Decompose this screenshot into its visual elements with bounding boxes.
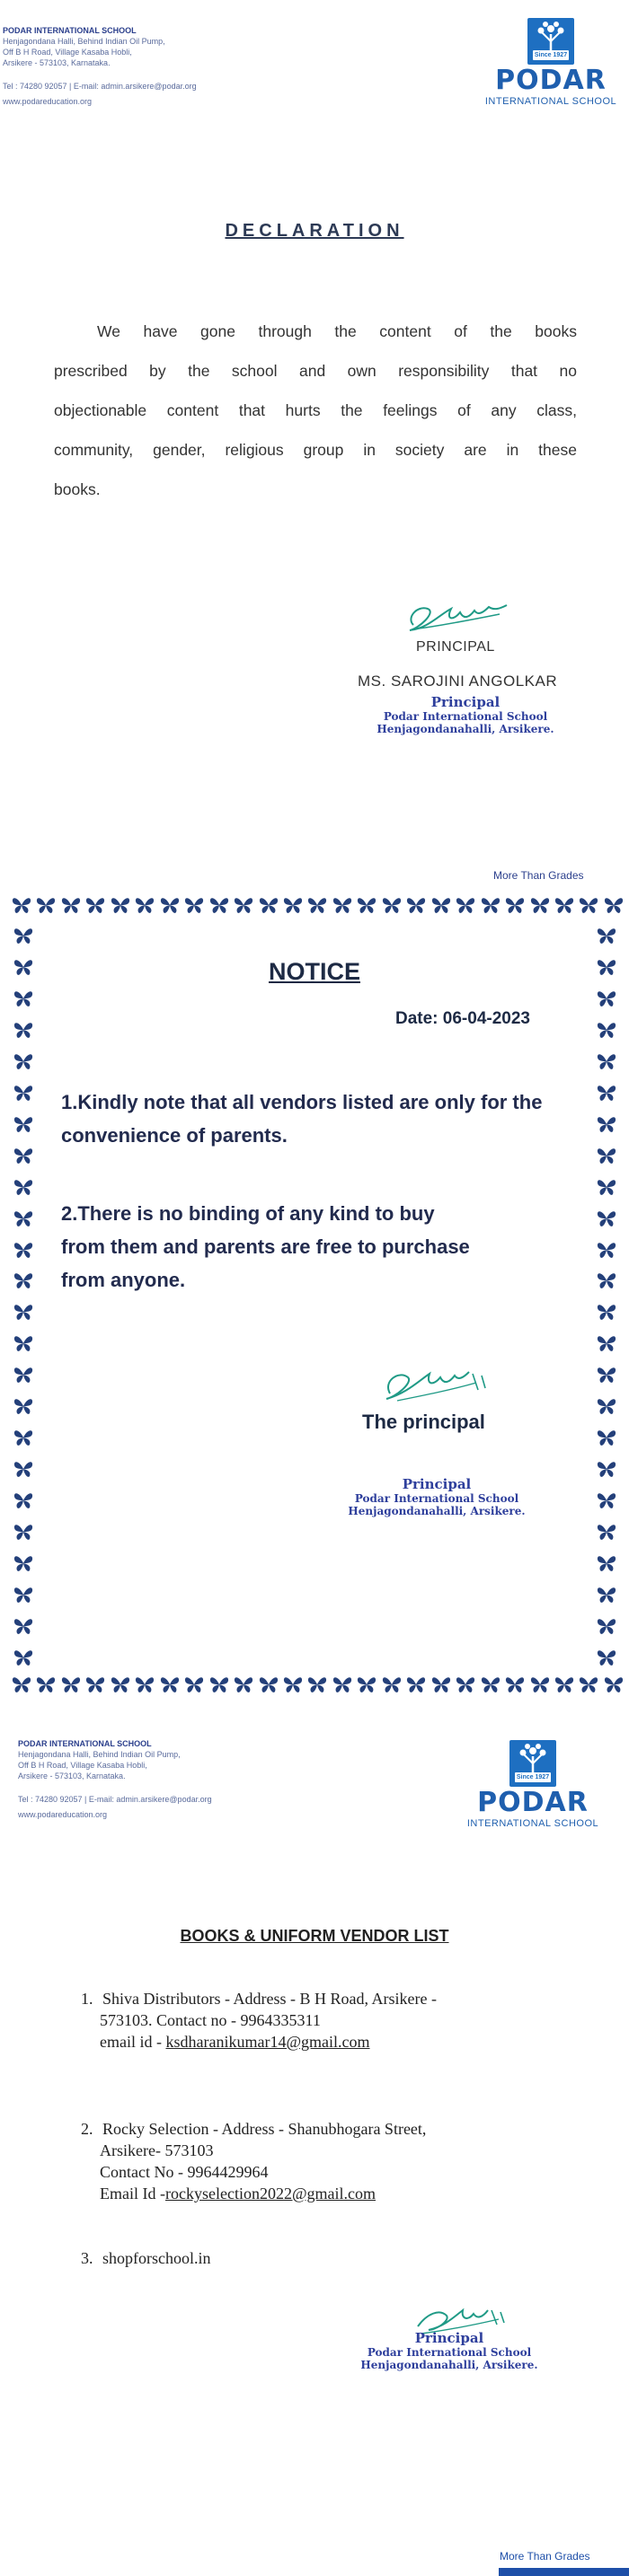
vendor-list-title: BOOKS & UNIFORM VENDOR LIST bbox=[180, 1927, 449, 1945]
butterfly-icon bbox=[596, 1365, 623, 1388]
butterfly-icon bbox=[430, 1675, 452, 1698]
butterfly-icon bbox=[596, 1270, 623, 1294]
butterfly-icon bbox=[504, 1675, 526, 1698]
logo-subtitle: INTERNATIONAL SCHOOL bbox=[484, 96, 617, 107]
notice-frame bbox=[11, 895, 625, 1700]
notice-title: NOTICE bbox=[268, 958, 360, 985]
butterfly-icon bbox=[554, 1675, 575, 1698]
butterfly-icon bbox=[504, 895, 526, 919]
butterfly-icon bbox=[11, 895, 32, 919]
vendor-email-link[interactable]: ksdharanikumar14@gmail.com bbox=[165, 2033, 370, 2051]
butterfly-border-top bbox=[11, 895, 625, 919]
butterfly-icon bbox=[596, 1240, 623, 1263]
butterfly-icon bbox=[306, 895, 328, 919]
email-label: email id - bbox=[100, 2033, 166, 2051]
stamp-line: Principal bbox=[402, 1476, 472, 1492]
butterfly-icon bbox=[13, 1020, 40, 1043]
butterfly-icon bbox=[233, 895, 254, 919]
butterfly-icon bbox=[183, 895, 205, 919]
butterfly-icon bbox=[596, 1333, 623, 1357]
butterfly-icon bbox=[596, 1177, 623, 1200]
vendor-website-link[interactable]: shopforschool.in bbox=[102, 2249, 211, 2267]
vendor-item bbox=[81, 2247, 548, 2269]
butterfly-icon bbox=[381, 1675, 403, 1698]
logo-subtitle: INTERNATIONAL SCHOOL bbox=[466, 1818, 599, 1829]
butterfly-icon bbox=[13, 1585, 40, 1608]
butterfly-icon bbox=[332, 1675, 353, 1698]
butterfly-icon bbox=[596, 1585, 623, 1608]
butterfly-icon bbox=[13, 1177, 40, 1200]
principal-stamp bbox=[358, 694, 573, 735]
butterfly-icon bbox=[13, 1522, 40, 1545]
vendor-line: Shiva Distributors - Address - B H Road, Arsikere - bbox=[102, 1990, 437, 2008]
butterfly-icon bbox=[13, 1428, 40, 1451]
butterfly-icon bbox=[603, 1675, 625, 1698]
notice-point: 1.Kindly note that all vendors listed are only for the convenience of parents. bbox=[61, 1091, 543, 1147]
butterfly-icon bbox=[13, 1333, 40, 1357]
vendor-email-line bbox=[81, 2031, 548, 2053]
stamp-line: Henjagondanahalli, Arsikere. bbox=[348, 1505, 526, 1517]
butterfly-icon bbox=[596, 1114, 623, 1138]
vendor-item bbox=[81, 1988, 548, 2053]
declaration-body bbox=[54, 312, 577, 509]
butterfly-icon bbox=[282, 1675, 304, 1698]
butterfly-icon bbox=[596, 1396, 623, 1420]
contact-info: Tel : 74280 92057 | E-mail: admin.arsikere@podar.org bbox=[3, 82, 197, 91]
butterfly-icon bbox=[13, 1302, 40, 1325]
vendor-stamp bbox=[341, 2330, 557, 2371]
stamp-line: Principal bbox=[430, 694, 501, 710]
butterfly-icon bbox=[578, 895, 599, 919]
declaration-line: We have gone through the content of the books bbox=[97, 322, 577, 340]
butterfly-icon bbox=[596, 989, 623, 1012]
butterfly-icon bbox=[13, 1490, 40, 1514]
butterfly-icon bbox=[13, 1083, 40, 1106]
butterfly-icon bbox=[13, 989, 40, 1012]
stamp-line: Podar International School bbox=[383, 710, 548, 723]
notice-signoff: The principal bbox=[362, 1411, 485, 1433]
tree-logo-icon bbox=[509, 1740, 556, 1787]
notice-point: 2.There is no binding of any kind to buy from them and parents are free to purchase from anyone. bbox=[61, 1202, 470, 1291]
butterfly-icon bbox=[258, 1675, 279, 1698]
butterfly-icon bbox=[596, 1209, 623, 1232]
website: www.podareducation.org bbox=[18, 1810, 108, 1819]
podar-logo bbox=[461, 1740, 605, 1829]
butterfly-icon bbox=[596, 1522, 623, 1545]
stamp-line: Principal bbox=[414, 2330, 484, 2346]
butterfly-icon bbox=[405, 895, 427, 919]
butterfly-icon bbox=[455, 895, 476, 919]
butterfly-icon bbox=[596, 1553, 623, 1577]
butterfly-icon bbox=[13, 1648, 40, 1671]
website: www.podareducation.org bbox=[3, 97, 93, 106]
logo-wordmark: PODAR bbox=[477, 1787, 589, 1818]
address-line: Off B H Road, Village Kasaba Hobli, bbox=[3, 48, 132, 57]
logo-wordmark: PODAR bbox=[495, 65, 607, 96]
butterfly-icon bbox=[356, 1675, 377, 1698]
notice-stamp bbox=[329, 1476, 545, 1517]
tree-logo-icon bbox=[527, 18, 574, 65]
notice-signature-icon bbox=[376, 1354, 501, 1408]
principal-label: PRINCIPAL bbox=[416, 639, 495, 655]
vendor-email-line bbox=[81, 2183, 548, 2204]
since-badge: Since 1927 bbox=[516, 1774, 550, 1780]
vendor-email-link[interactable]: rockyselection2022@gmail.com bbox=[164, 2185, 377, 2202]
butterfly-icon bbox=[233, 1675, 254, 1698]
butterfly-icon bbox=[13, 1459, 40, 1482]
butterfly-icon bbox=[13, 1616, 40, 1640]
butterfly-icon bbox=[596, 1616, 623, 1640]
butterfly-icon bbox=[306, 1675, 328, 1698]
butterfly-icon bbox=[183, 1675, 205, 1698]
butterfly-icon bbox=[480, 1675, 501, 1698]
butterfly-icon bbox=[134, 1675, 155, 1698]
vendor-number: 2. bbox=[81, 2120, 93, 2138]
contact-info: Tel : 74280 92057 | E-mail: admin.arsikere@podar.org bbox=[18, 1795, 212, 1804]
stamp-line: Henjagondanahalli, Arsikere. bbox=[360, 2359, 538, 2371]
tagline: More Than Grades bbox=[493, 869, 584, 882]
butterfly-icon bbox=[13, 1553, 40, 1577]
butterfly-border-right bbox=[596, 926, 623, 1671]
school-address-block bbox=[3, 25, 227, 107]
stamp-line: Podar International School bbox=[367, 2346, 532, 2359]
since-badge: Since 1927 bbox=[534, 52, 568, 58]
declaration-title: DECLARATION bbox=[225, 221, 404, 241]
address-line: Henjagondana Halli, Behind Indian Oil Pump, bbox=[3, 37, 165, 46]
butterfly-icon bbox=[596, 1459, 623, 1482]
address-line: Henjagondana Halli, Behind Indian Oil Pump, bbox=[18, 1750, 181, 1759]
butterfly-icon bbox=[13, 1209, 40, 1232]
principal-signature-icon bbox=[401, 593, 518, 637]
declaration-line: objectionable content that hurts the feelings of any class, bbox=[54, 401, 577, 419]
butterfly-icon bbox=[11, 1675, 32, 1698]
butterfly-icon bbox=[13, 1240, 40, 1263]
vendor-line: 573103. Contact no - 9964335311 bbox=[100, 2011, 321, 2029]
butterfly-icon bbox=[60, 1675, 82, 1698]
butterfly-icon bbox=[60, 895, 82, 919]
vendor-line: Contact No - 9964429964 bbox=[100, 2163, 269, 2181]
butterfly-icon bbox=[13, 1396, 40, 1420]
butterfly-icon bbox=[596, 1051, 623, 1075]
vendor-number: 1. bbox=[81, 1990, 93, 2008]
principal-name: MS. SAROJINI ANGOLKAR bbox=[358, 673, 558, 690]
butterfly-icon bbox=[110, 1675, 131, 1698]
butterfly-icon bbox=[258, 895, 279, 919]
vendor-line: Rocky Selection - Address - Shanubhogara Street, bbox=[102, 2120, 427, 2138]
school-address-block bbox=[18, 1738, 243, 1820]
butterfly-icon bbox=[430, 895, 452, 919]
butterfly-icon bbox=[603, 895, 625, 919]
vendor-line: Arsikere- 573103 bbox=[100, 2141, 214, 2159]
butterfly-icon bbox=[596, 1490, 623, 1514]
podar-logo bbox=[479, 18, 623, 107]
butterfly-icon bbox=[381, 895, 403, 919]
butterfly-icon bbox=[13, 1365, 40, 1388]
butterfly-icon bbox=[356, 895, 377, 919]
butterfly-icon bbox=[596, 1428, 623, 1451]
address-line: Off B H Road, Village Kasaba Hobli, bbox=[18, 1761, 147, 1770]
declaration-line: community, gender, religious group in society are in these bbox=[54, 441, 577, 459]
school-name: PODAR INTERNATIONAL SCHOOL bbox=[3, 26, 137, 35]
declaration-line: books. bbox=[54, 480, 101, 498]
butterfly-icon bbox=[13, 926, 40, 949]
butterfly-icon bbox=[596, 1146, 623, 1169]
butterfly-icon bbox=[578, 1675, 599, 1698]
notice-date: Date: 06-04-2023 bbox=[395, 1009, 530, 1028]
butterfly-border-left bbox=[13, 926, 40, 1671]
butterfly-icon bbox=[596, 1648, 623, 1671]
butterfly-icon bbox=[596, 926, 623, 949]
vendor-number: 3. bbox=[81, 2249, 93, 2267]
butterfly-icon bbox=[405, 1675, 427, 1698]
school-name: PODAR INTERNATIONAL SCHOOL bbox=[18, 1739, 152, 1748]
butterfly-icon bbox=[455, 1675, 476, 1698]
butterfly-icon bbox=[208, 1675, 230, 1698]
butterfly-icon bbox=[13, 1270, 40, 1294]
email-label: Email Id - bbox=[100, 2185, 165, 2202]
tagline: More Than Grades bbox=[500, 2550, 590, 2563]
butterfly-icon bbox=[35, 1675, 57, 1698]
butterfly-icon bbox=[480, 895, 501, 919]
butterfly-icon bbox=[529, 895, 551, 919]
vendor-item bbox=[81, 2118, 548, 2204]
butterfly-icon bbox=[159, 1675, 181, 1698]
butterfly-border-bottom bbox=[11, 1675, 625, 1698]
butterfly-icon bbox=[159, 895, 181, 919]
declaration-line: prescribed by the school and own responsibility that no bbox=[54, 362, 577, 380]
butterfly-icon bbox=[596, 1083, 623, 1106]
butterfly-icon bbox=[596, 1302, 623, 1325]
butterfly-icon bbox=[13, 1114, 40, 1138]
butterfly-icon bbox=[208, 895, 230, 919]
butterfly-icon bbox=[134, 895, 155, 919]
butterfly-icon bbox=[35, 895, 57, 919]
butterfly-icon bbox=[13, 1146, 40, 1169]
butterfly-icon bbox=[529, 1675, 551, 1698]
butterfly-icon bbox=[84, 1675, 106, 1698]
butterfly-icon bbox=[110, 895, 131, 919]
address-line: Arsikere - 573103, Karnataka. bbox=[3, 58, 111, 67]
address-line: Arsikere - 573103, Karnataka. bbox=[18, 1772, 126, 1780]
footer-bar bbox=[499, 2568, 629, 2576]
butterfly-icon bbox=[282, 895, 304, 919]
butterfly-icon bbox=[596, 1020, 623, 1043]
butterfly-icon bbox=[554, 895, 575, 919]
stamp-line: Henjagondanahalli, Arsikere. bbox=[377, 723, 554, 735]
butterfly-icon bbox=[84, 895, 106, 919]
butterfly-icon bbox=[332, 895, 353, 919]
butterfly-icon bbox=[13, 1051, 40, 1075]
stamp-line: Podar International School bbox=[354, 1492, 519, 1505]
